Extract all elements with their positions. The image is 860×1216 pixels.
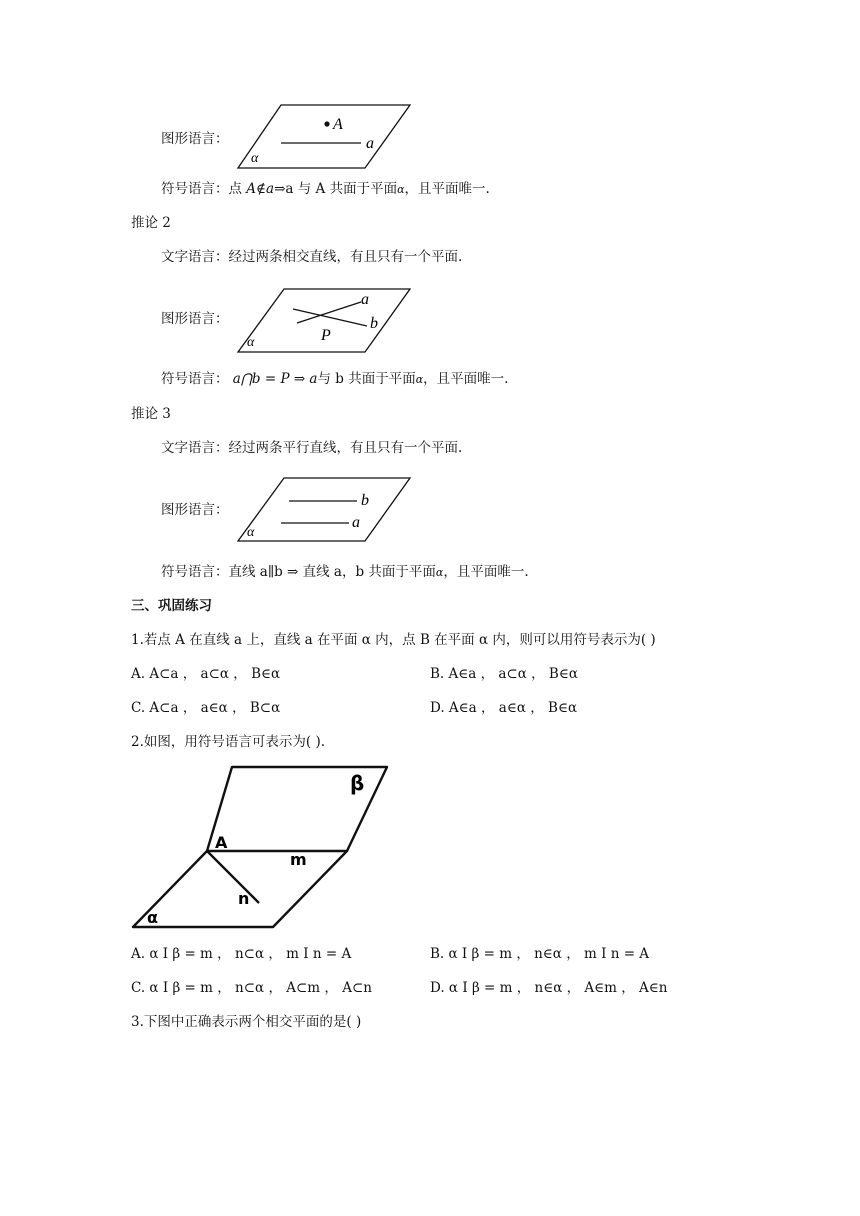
corollary-3-title: 推论 3	[131, 406, 171, 422]
fig3-b-label: b	[361, 492, 369, 509]
fig-q2-A: A	[215, 833, 228, 852]
corollary1-figure	[237, 104, 417, 170]
corollary2-figure	[237, 288, 413, 354]
q1-option-b: B. A∈a ， a⊂α ， B∈α	[430, 666, 578, 682]
fig2-plane-label: α	[247, 335, 255, 350]
symbol-language-3: 符号语言：直线 a∥b ⇒ 直线 a，b 共面于平面α，且平面唯一.	[161, 564, 529, 580]
q2-option-c: C. α I β = m ， n⊂α ， A⊂m ， A⊂n	[131, 980, 372, 996]
fig2-p-label: P	[321, 327, 331, 344]
fig-q2-alpha: α	[147, 908, 158, 927]
q1-option-c: C. A⊂a ， a∈α ， B⊂α	[131, 700, 281, 716]
question-1-stem: 1.若点 A 在直线 a 上，直线 a 在平面 α 内，点 B 在平面 α 内，则可以用符号表示为( )	[131, 632, 656, 648]
fig2-b-label: b	[370, 315, 378, 332]
graphic-language-label-1: 图形语言：	[161, 131, 229, 147]
question2-figure	[130, 764, 390, 932]
fig-q2-n: n	[238, 889, 250, 908]
graphic-language-label-2: 图形语言：	[161, 311, 229, 327]
fig-q2-m: m	[290, 850, 307, 869]
q2-option-a: A. α I β = m ， n⊂α ， m I n = A	[131, 946, 352, 962]
q2-option-d: D. α I β = m ， n∈α ， A∈m ， A∈n	[430, 980, 668, 996]
symbol-language-2: 符号语言： a⋂b = P ⇒ a与 b 共面于平面α，且平面唯一.	[161, 371, 509, 387]
corollary-2-text: 文字语言：经过两条相交直线，有且只有一个平面.	[161, 249, 463, 265]
fig1-plane-label: α	[251, 151, 259, 166]
section-title: 三、巩固练习	[131, 598, 212, 614]
fig1-point-label: A	[333, 116, 343, 133]
corollary3-figure	[237, 477, 413, 543]
graphic-language-label-3: 图形语言：	[161, 502, 229, 518]
q1-option-d: D. A∈a ， a∈α ， B∈α	[430, 700, 578, 716]
question-3-stem: 3.下图中正确表示两个相交平面的是( )	[131, 1014, 362, 1030]
question-2-stem: 2.如图，用符号语言可表示为( ).	[131, 734, 325, 750]
corollary-2-title: 推论 2	[131, 215, 171, 231]
fig3-a-label: a	[352, 514, 360, 531]
corollary-3-text: 文字语言：经过两条平行直线，有且只有一个平面.	[161, 440, 463, 456]
fig1-line-label: a	[366, 135, 374, 152]
symbol-label: 符号语言：	[161, 181, 229, 197]
fig-q2-beta: β	[350, 771, 365, 795]
symbol-language-1: 符号语言：点 A∉a⇒a 与 A 共面于平面α，且平面唯一.	[161, 181, 490, 197]
fig2-a-label: a	[361, 291, 369, 308]
q2-option-b: B. α I β = m ， n∈α ， m I n = A	[430, 946, 650, 962]
q1-option-a: A. A⊂a ， a⊂α ， B∈α	[131, 666, 281, 682]
fig3-plane-label: α	[247, 525, 255, 540]
